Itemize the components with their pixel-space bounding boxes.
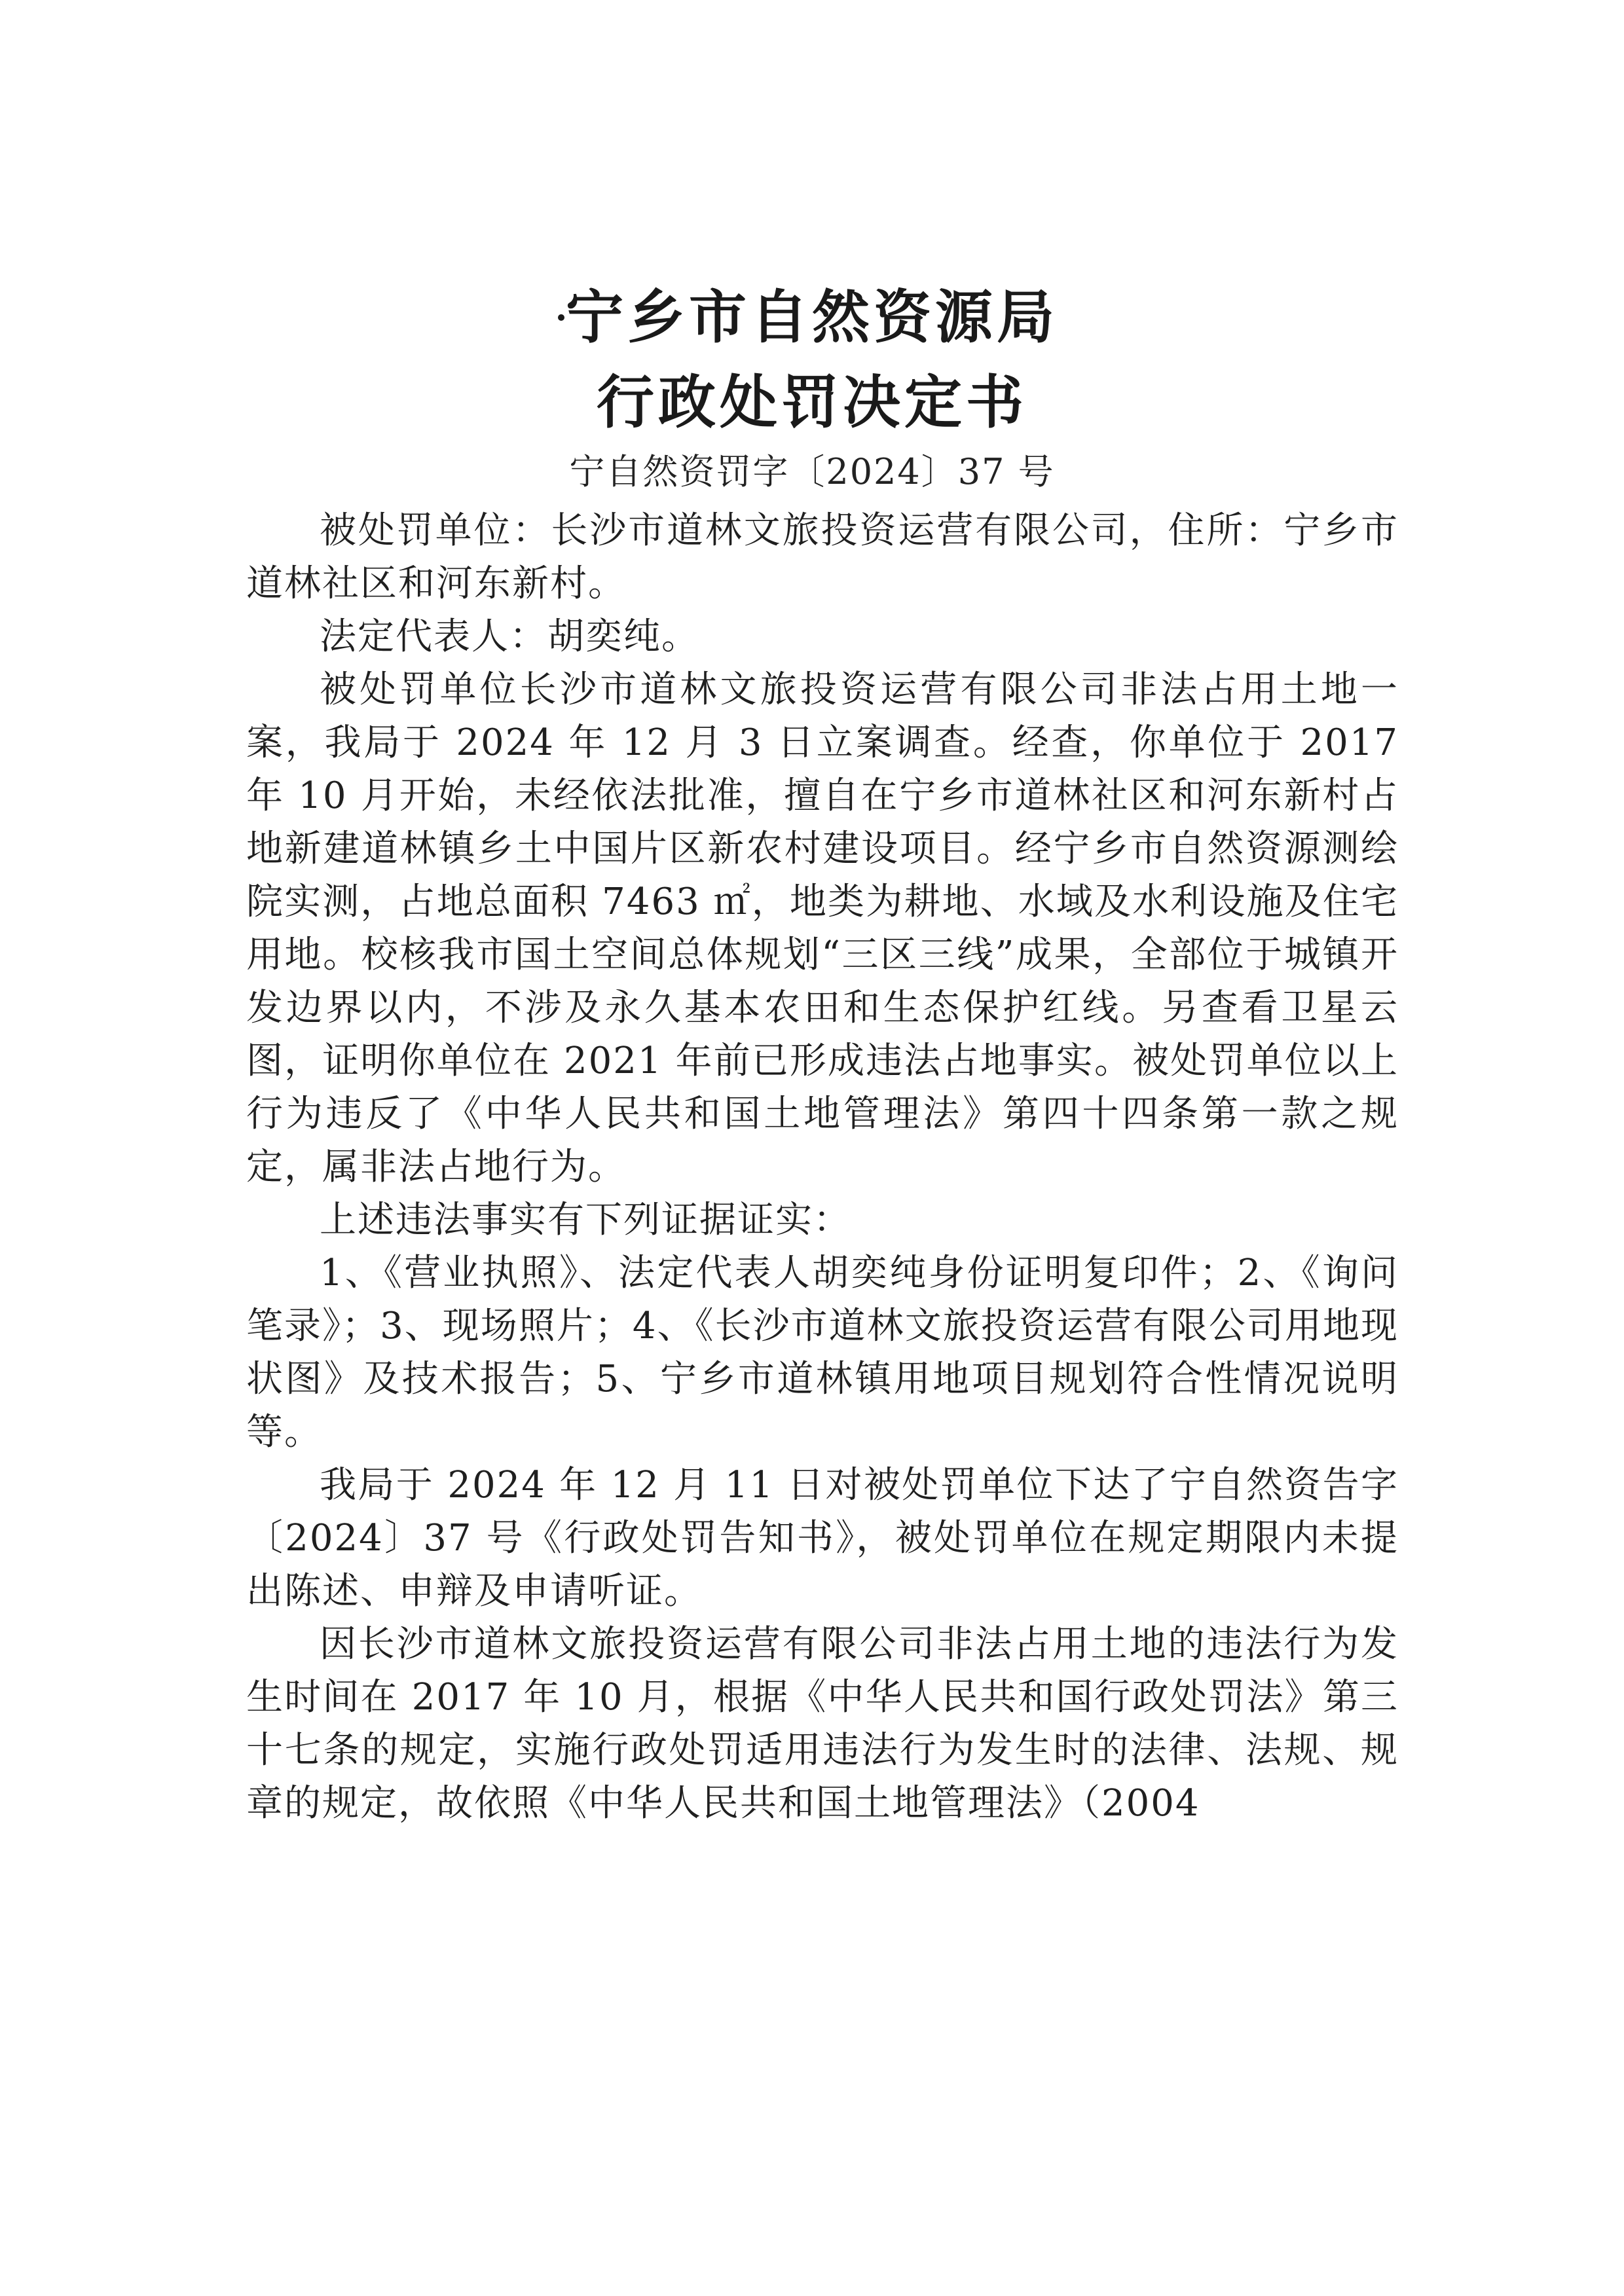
- paragraph-evidence-list: 1、《营业执照》、法定代表人胡奕纯身份证明复印件；2、《询问笔录》；3、现场照片；4、《长沙市道林文旅投资运营有限公司用地现状图》及技术报告；5、宁乡市道林镇用地项目规划符合性情况说明等。: [246, 1252, 1399, 1453]
- paragraph-legal-representative: 法定代表人：胡奕纯。: [320, 615, 699, 658]
- paragraph-evidence-intro: 上述违法事实有下列证据证实：: [320, 1199, 851, 1241]
- paragraph-notice-issued: 我局于 2024 年 12 月 11 日对被处罚单位下达了宁自然资告字〔2024〕37 号《行政处罚告知书》，被处罚单位在规定期限内未提出陈述、申辩及申请听证。: [246, 1464, 1399, 1613]
- document-number: 宁自然资罚字〔2024〕37 号: [569, 451, 1055, 492]
- paragraph-legal-basis: 因长沙市道林文旅投资运营有限公司非法占用土地的违法行为发生时间在 2017 年 10 月，根据《中华人民共和国行政处罚法》第三十七条的规定，实施行政处罚适用违法行为发生时的法律、法规、规章的规定，故依照《中华人民共和国土地管理法》（2004: [246, 1623, 1399, 1825]
- paragraph-penalized-unit: 被处罚单位：长沙市道林文旅投资运营有限公司，住所：宁乡市道林社区和河东新村。: [246, 509, 1399, 605]
- paragraph-case-facts: 被处罚单位长沙市道林文旅投资运营有限公司非法占用土地一案，我局于 2024 年 12 月 3 日立案调查。经查，你单位于 2017 年 10 月开始，未经依法批准，擅自在宁乡市道林社区和河东新村占地新建道林镇乡土中国片区新农村建设项目。经宁乡市自然资源测绘院实测，占地总面积 7463 ㎡，地类为耕地、水域及水利设施及住宅用地。校核我市国土空间总体规划“三区三线”成果，全部位于城镇开发边界以内，不涉及永久基本农田和生态保护红线。另查看卫星云图，证明你单位在 2021 年前已形成违法占地事实。被处罚单位以上行为违反了《中华人民共和国土地管理法》第四十四条第一款之规定，属非法占地行为。: [246, 668, 1399, 1188]
- document-body: [246, 504, 1399, 1830]
- document-title-type: 行政处罚决定书: [596, 369, 1027, 436]
- document-title-agency: 宁乡市自然资源局: [565, 283, 1058, 351]
